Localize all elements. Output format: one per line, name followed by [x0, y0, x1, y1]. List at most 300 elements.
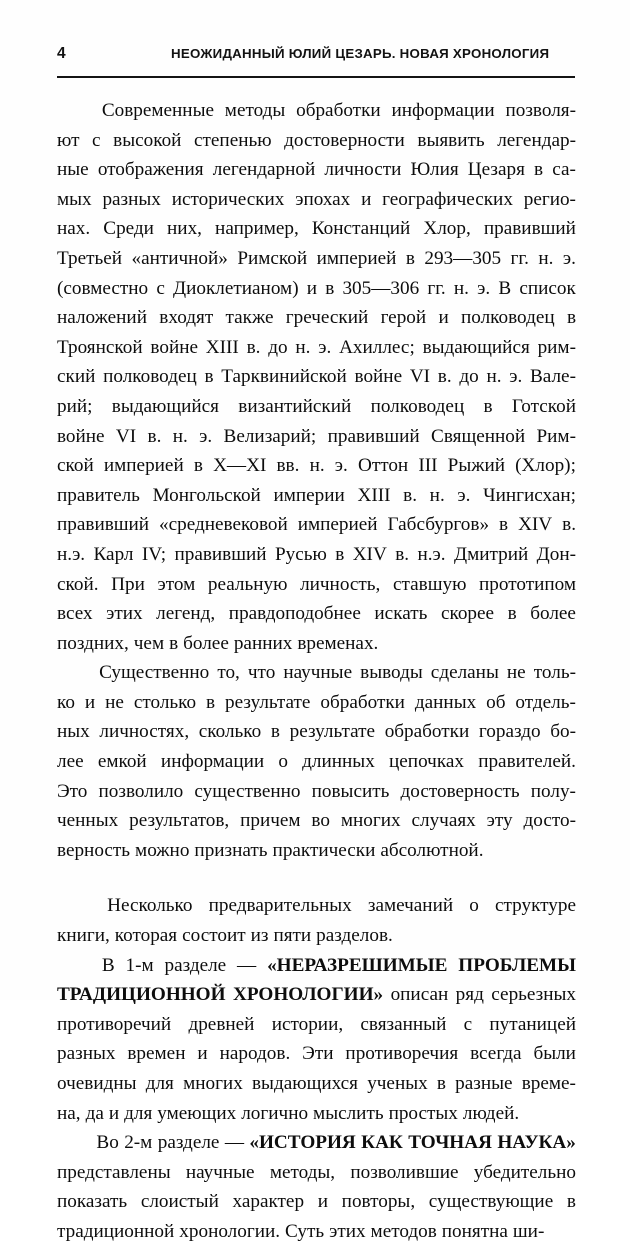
word: истории,	[271, 1013, 344, 1035]
word: достоверности	[284, 129, 405, 151]
word: э.	[318, 336, 332, 358]
word: исторических	[171, 188, 285, 210]
body-text	[57, 96, 576, 1247]
word: противоречий	[57, 1013, 172, 1035]
word: Монгольской	[152, 484, 261, 506]
word: 305—306	[342, 277, 420, 299]
word: методы	[224, 100, 286, 121]
text-line	[57, 921, 576, 951]
text-line	[57, 891, 576, 921]
word: н.	[172, 425, 188, 447]
text-line	[57, 96, 576, 126]
word: не	[105, 691, 124, 713]
word: IV;	[141, 543, 167, 565]
word: н.э.	[417, 543, 446, 565]
word: до	[268, 336, 288, 358]
running-head	[57, 44, 575, 66]
word: правивший	[57, 514, 150, 536]
word: н.	[486, 366, 502, 388]
text-line	[57, 333, 576, 363]
paragraph	[57, 951, 576, 1129]
word: легендарной	[212, 159, 316, 181]
word: методы,	[269, 1161, 336, 1183]
word: скорее	[440, 603, 495, 625]
word: империей	[316, 247, 397, 269]
word: и	[108, 1102, 120, 1124]
word: Велизарий;	[223, 425, 317, 447]
word: поздних,	[57, 632, 129, 654]
text-line	[57, 1039, 576, 1069]
word: эту	[486, 810, 513, 832]
word: характер	[232, 1191, 305, 1213]
word: результате	[289, 721, 376, 743]
word: замечаний	[367, 895, 454, 917]
text-line	[57, 747, 576, 777]
word: в.	[562, 514, 576, 536]
word: наложений	[57, 307, 147, 329]
word: этом	[157, 573, 196, 595]
word: слоистый	[140, 1191, 219, 1213]
word: ранних	[233, 632, 293, 654]
word: толь-	[533, 662, 576, 684]
word: полу-	[530, 780, 576, 802]
word: практически	[272, 839, 376, 861]
word: «античной»	[131, 247, 228, 269]
word: список	[519, 277, 576, 299]
word: да	[85, 1102, 104, 1124]
word: случаях	[411, 810, 476, 832]
word: ченных	[57, 810, 119, 832]
word: н.	[309, 455, 325, 477]
word: всех	[57, 603, 93, 625]
text-line	[57, 185, 576, 215]
word: Ахиллес;	[339, 336, 415, 358]
word: э.	[477, 277, 491, 299]
word: мыслить	[313, 1102, 384, 1124]
running-title: НЕОЖИДАННЫЙ ЮЛИЙ ЦЕЗАРЬ. НОВАЯ ХРОНОЛОГИЯ	[171, 46, 550, 61]
word: личностях,	[99, 721, 190, 743]
word: При	[111, 573, 145, 595]
word: причем	[240, 810, 301, 832]
word: признать	[194, 839, 268, 861]
word: мых	[57, 188, 92, 210]
word: вв.	[276, 455, 300, 477]
word: очевидны	[57, 1073, 137, 1094]
word: позволя-	[505, 100, 576, 121]
text-line	[57, 658, 576, 688]
word: простых	[388, 1102, 458, 1124]
word: повысить	[311, 780, 390, 802]
text-line	[57, 481, 576, 511]
word: разделе	[157, 1132, 220, 1154]
word: Рим-	[536, 425, 576, 447]
word: Третьей	[57, 247, 123, 269]
word: НАУКА»	[497, 1132, 576, 1154]
text-line	[57, 980, 576, 1010]
word: личности	[324, 159, 402, 181]
word: ряд	[455, 984, 484, 1006]
word: и	[438, 307, 449, 329]
word: которая	[114, 925, 178, 947]
word: научные	[283, 662, 353, 684]
word: в	[566, 307, 576, 329]
word: чем	[133, 632, 165, 654]
word: связанный	[360, 1013, 447, 1035]
word: —	[224, 1132, 245, 1154]
word: Чингисхан;	[483, 484, 576, 506]
word: для	[145, 1073, 174, 1094]
word: на,	[57, 1102, 81, 1124]
word: полководец	[461, 307, 555, 329]
word: более	[530, 603, 576, 625]
word: понятна	[441, 1220, 508, 1242]
word: в	[483, 395, 493, 417]
word: ХРОНОЛОГИИ»	[232, 984, 384, 1006]
word: правивший	[327, 425, 420, 447]
word: КАК	[361, 1132, 403, 1154]
word: показать	[57, 1191, 128, 1213]
word: в	[507, 603, 517, 625]
word: рий;	[57, 395, 93, 417]
text-line	[57, 1099, 576, 1129]
word: н.	[429, 484, 445, 506]
word: емкой	[97, 751, 147, 773]
word: ко	[57, 691, 75, 713]
word: степенью	[194, 129, 272, 151]
word: и	[84, 691, 96, 713]
word: ский	[57, 366, 96, 388]
word: структуре	[495, 895, 576, 917]
word: в.	[147, 425, 162, 447]
word: Вале-	[530, 366, 576, 388]
word: ПРОБЛЕМЫ	[458, 954, 576, 976]
word: убедительно	[473, 1161, 576, 1183]
word: существующие	[428, 1191, 554, 1213]
word: многих	[340, 810, 401, 832]
word: в	[566, 1191, 576, 1213]
word: XIV	[518, 514, 553, 536]
word: империей	[297, 514, 378, 536]
paragraph	[57, 658, 576, 865]
word: противоречия	[345, 1043, 459, 1065]
word: «средневековой	[159, 514, 288, 536]
paragraph	[57, 891, 576, 950]
word: э.	[457, 484, 471, 506]
word: Среди	[103, 218, 154, 240]
word: эпохах	[295, 188, 351, 210]
word: личность,	[300, 573, 381, 595]
word: абсолютной.	[380, 839, 484, 861]
word: —	[237, 954, 257, 976]
word: них,	[167, 218, 202, 240]
word: результатов,	[129, 810, 230, 832]
word: ные	[57, 159, 89, 181]
word: серьезных	[491, 984, 576, 1006]
header-divider	[57, 76, 575, 78]
word: гг.	[510, 247, 529, 269]
word: искать	[374, 603, 428, 625]
word: об	[486, 691, 506, 713]
word: позволившие	[350, 1161, 459, 1183]
word: в.	[395, 543, 410, 565]
word: для	[124, 1102, 153, 1124]
word: то,	[217, 662, 240, 684]
word: сколько	[198, 721, 262, 743]
word: во	[311, 810, 330, 832]
word: выдающийся	[111, 395, 219, 417]
word: рим-	[537, 336, 576, 358]
word: Оттон	[357, 455, 409, 477]
word: Цезаря	[467, 159, 525, 181]
word: XIII	[357, 484, 391, 506]
word: и	[306, 277, 318, 299]
word: с	[92, 129, 101, 151]
word: разделе	[164, 954, 227, 976]
text-line	[57, 362, 576, 392]
word: э.	[562, 247, 576, 269]
word: гораздо	[478, 721, 541, 743]
word: Рыжий	[447, 455, 506, 477]
text-line	[57, 214, 576, 244]
text-line	[57, 717, 576, 747]
word: н.	[453, 277, 469, 299]
text-line	[57, 629, 576, 659]
word: предварительных	[208, 895, 352, 917]
text-line	[57, 1128, 576, 1158]
word: информации	[160, 751, 265, 773]
word: в	[270, 721, 280, 743]
word: многих	[183, 1073, 243, 1094]
word: о	[469, 895, 479, 917]
word: гг.	[427, 277, 446, 299]
word: Русью	[274, 543, 327, 565]
word: описан	[390, 984, 449, 1006]
text-line	[57, 836, 576, 866]
word: Это	[57, 780, 88, 802]
word: н.	[295, 336, 311, 358]
word: Суть	[285, 1220, 325, 1242]
word: прототипом	[479, 573, 576, 595]
text-line	[57, 1187, 576, 1217]
word: из	[250, 925, 269, 947]
word: н.	[538, 247, 554, 269]
word: всегда	[470, 1043, 522, 1065]
word: столько	[133, 691, 197, 713]
word: книги,	[57, 925, 110, 947]
text-line	[57, 570, 576, 600]
word: империей	[103, 455, 184, 477]
word: време-	[521, 1073, 576, 1094]
word: например,	[215, 218, 299, 240]
word: полководец	[370, 395, 465, 417]
word: э.	[334, 455, 348, 477]
text-line	[57, 951, 576, 981]
word: греческий	[285, 307, 369, 329]
word: разных	[57, 1043, 116, 1065]
word: временах.	[297, 632, 379, 654]
word: бо-	[550, 721, 576, 743]
word: разных	[102, 188, 161, 210]
word: достоверность	[400, 780, 520, 802]
word: входят	[159, 307, 214, 329]
word: В	[498, 277, 512, 299]
word: Диоклетианом)	[173, 277, 299, 299]
word: Дон-	[536, 543, 576, 565]
word: в	[325, 277, 335, 299]
text-line	[57, 806, 576, 836]
word: не	[506, 662, 526, 684]
text-line	[57, 1010, 576, 1040]
word: обработки	[296, 100, 381, 121]
word: III	[418, 455, 438, 477]
word: данных	[414, 691, 477, 713]
word: выдающихся	[252, 1073, 358, 1094]
word: са-	[552, 159, 576, 181]
word: в	[206, 691, 216, 713]
word: информации	[391, 100, 495, 121]
word: цепочках	[389, 751, 464, 773]
word: в	[534, 159, 544, 181]
word: более	[183, 632, 229, 654]
word: выводы	[360, 662, 423, 684]
word: можно	[135, 839, 190, 861]
word: Дмитрий	[454, 543, 529, 565]
word: были	[533, 1043, 576, 1065]
word: и	[317, 1191, 328, 1213]
text-line	[57, 155, 576, 185]
word: Карл	[93, 543, 134, 565]
word: обработки	[384, 721, 470, 743]
word: Во	[96, 1132, 119, 1154]
word: с	[156, 277, 165, 299]
word: существенно	[194, 780, 301, 802]
word: обработки	[320, 691, 405, 713]
word: высокой	[113, 129, 182, 151]
word: правитель	[57, 484, 140, 506]
text-line	[57, 126, 576, 156]
word: э.	[509, 366, 523, 388]
word: в.	[437, 366, 452, 388]
word: Тарквинийской	[221, 366, 347, 388]
word: путаницей	[489, 1013, 576, 1035]
word: 1-м	[125, 954, 154, 976]
word: герой	[380, 307, 427, 329]
word: «НЕРАЗРЕШИМЫЕ	[267, 954, 448, 976]
word: ской.	[57, 573, 99, 595]
word: верность	[57, 839, 131, 861]
word: в	[335, 543, 345, 565]
word: ской	[57, 455, 94, 477]
text-line	[57, 451, 576, 481]
word: в.	[403, 484, 418, 506]
word: э.	[199, 425, 213, 447]
word: ставшую	[392, 573, 467, 595]
word: Священной	[431, 425, 526, 447]
text-line	[57, 510, 576, 540]
word: методов	[370, 1220, 437, 1242]
word: X—XI	[213, 455, 267, 477]
word: древней	[188, 1013, 255, 1035]
text-line	[57, 688, 576, 718]
word: 293—305	[424, 247, 502, 269]
word: в	[436, 1073, 446, 1094]
word: легенд,	[156, 603, 216, 625]
word: в	[499, 514, 509, 536]
word: реальную	[207, 573, 288, 595]
word: представлены	[57, 1161, 171, 1183]
word: длинных	[302, 751, 375, 773]
word: ют	[57, 129, 80, 151]
word: и	[197, 1043, 208, 1065]
word: ши-	[512, 1220, 545, 1242]
word: XIV	[352, 543, 387, 565]
word: VI	[409, 366, 431, 388]
word: умеющих	[157, 1102, 237, 1124]
text-line	[57, 1069, 576, 1099]
word: легендар-	[497, 129, 576, 151]
word: Эти	[302, 1043, 334, 1065]
word: правивший	[174, 543, 267, 565]
word: Юлия	[410, 159, 459, 181]
word: в	[204, 366, 214, 388]
word: пяти	[273, 925, 312, 947]
word: византийский	[238, 395, 352, 417]
word: результате	[225, 691, 311, 713]
word: Троянской	[57, 336, 143, 358]
word: VI	[115, 425, 137, 447]
word: Несколько	[107, 895, 193, 917]
word: традиционной	[57, 1220, 175, 1242]
word: ТОЧНАЯ	[408, 1132, 492, 1154]
word: этих	[329, 1220, 366, 1242]
word: и	[361, 188, 372, 210]
word: н.э.	[57, 543, 86, 565]
word: состоит	[182, 925, 246, 947]
word: Констанций	[311, 218, 411, 240]
word: научные	[185, 1161, 255, 1183]
text-line	[57, 599, 576, 629]
word: ТРАДИЦИОННОЙ	[57, 984, 226, 1006]
text-line	[57, 303, 576, 333]
paragraph	[57, 96, 576, 658]
word: империи	[273, 484, 345, 506]
word: разные	[455, 1073, 513, 1094]
word: В	[101, 954, 115, 976]
word: до	[459, 366, 479, 388]
word: лее	[57, 751, 84, 773]
word: в	[169, 632, 179, 654]
word: 2-м	[124, 1132, 153, 1154]
word: этих	[106, 603, 143, 625]
text-line	[57, 392, 576, 422]
word: что	[247, 662, 276, 684]
text-line	[57, 1217, 576, 1247]
word: разделов.	[316, 925, 393, 947]
word: в	[193, 455, 203, 477]
word: регио-	[523, 188, 576, 210]
word: Готской	[511, 395, 576, 417]
word: также	[225, 307, 274, 329]
word: полководец	[103, 366, 197, 388]
word: народов.	[219, 1043, 291, 1065]
word: отображения	[97, 159, 204, 181]
word: ных	[57, 721, 90, 743]
page-number: 4	[57, 45, 66, 62]
text-line	[57, 244, 576, 274]
word: хронологии.	[179, 1220, 281, 1242]
word: выдающийся	[422, 336, 530, 358]
word: логично	[241, 1102, 309, 1124]
